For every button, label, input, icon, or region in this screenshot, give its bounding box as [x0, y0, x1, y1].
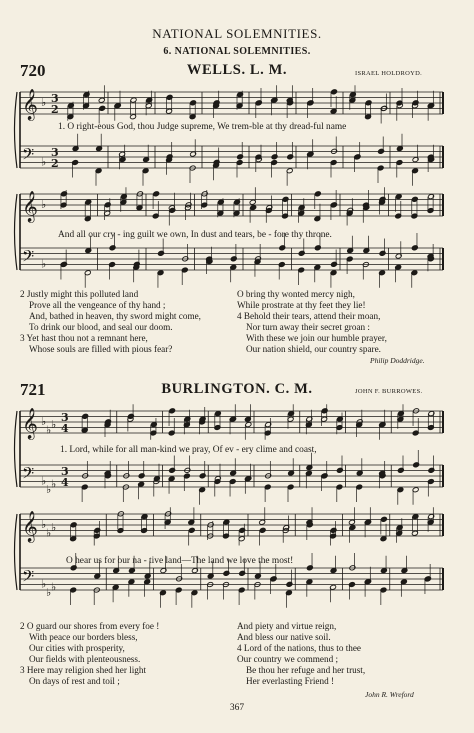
- svg-text:♭: ♭: [51, 520, 57, 534]
- lyrics-720-line-1: 1. O right-eous God, thou Judge supreme, We trem-ble at thy dread-ful name: [58, 122, 347, 132]
- svg-text:♭: ♭: [41, 577, 47, 591]
- svg-text:♭: ♭: [41, 257, 47, 271]
- svg-text:♭: ♭: [51, 417, 57, 431]
- tune-name-burlington: BURLINGTON. C. M.: [161, 381, 313, 397]
- lyrics-720-line-2: And all our cry - ing guilt we own, In dust and tears, be - fore thy throne.: [58, 230, 332, 240]
- svg-text:𝄞: 𝄞: [22, 89, 38, 120]
- svg-text:𝄢: 𝄢: [22, 464, 35, 487]
- music-staff-720-system-1: [0, 84, 474, 184]
- svg-text:♭: ♭: [41, 518, 47, 531]
- author-doddridge: Philip Doddridge.: [370, 356, 425, 365]
- svg-text:2: 2: [51, 157, 59, 170]
- verses-720-right: O bring thy wonted mercy nigh, While prostrate at thy feet they lie! 4 Behold their tears, attend their moan, Nor turn away their secret groan : With these we join our humble prayer, Our nation shield, our country spare.: [237, 289, 387, 355]
- svg-text:4: 4: [61, 476, 69, 489]
- hymn-number-720: 720: [20, 61, 46, 80]
- svg-text:3: 3: [61, 411, 69, 424]
- svg-text:♭: ♭: [46, 526, 52, 540]
- verses-721-left: 2 O guard our shores from every foe ! With peace our borders bless, Our cities with prosperity, Our fields with plenteousness. 3 Here may religion shed her light On days of rest and toil ;: [20, 621, 160, 687]
- svg-text:3: 3: [51, 92, 59, 105]
- svg-text:♭: ♭: [41, 415, 47, 428]
- composer-holdroyd: ISRAEL HOLDROYD.: [355, 70, 423, 77]
- svg-text:4: 4: [61, 422, 69, 435]
- lyrics-721-line-1: 1. Lord, while for all man-kind we pray, Of ev - ery clime and coast,: [60, 445, 317, 455]
- svg-text:𝄢: 𝄢: [22, 145, 35, 168]
- svg-text:𝄢: 𝄢: [22, 247, 35, 270]
- verses-720-left: 2 Justly might this polluted land Prove all the vengeance of thy hand ; And, bathed in heaven, thy sword might come, To drink our blood, and seal our doom. 3 Yet hast thou not a remnant here, Whose souls are filled with pious fear?: [20, 289, 201, 355]
- svg-text:𝄞: 𝄞: [22, 191, 38, 222]
- composer-burrowes: JOHN F. BURROWES.: [355, 388, 423, 395]
- author-wreford: John R. Wreford: [365, 690, 414, 699]
- svg-text:3: 3: [61, 465, 69, 478]
- svg-text:𝄞: 𝄞: [22, 408, 38, 439]
- svg-text:♭: ♭: [46, 423, 52, 437]
- svg-text:𝄢: 𝄢: [22, 567, 35, 590]
- svg-text:♭: ♭: [46, 585, 52, 599]
- svg-text:♭: ♭: [46, 482, 52, 496]
- svg-text:♭: ♭: [41, 155, 47, 169]
- verses-721-right: And piety and virtue reign, And bless our native soil. 4 Lord of the nations, thus to thee Our country we commend ; Be thou her refuge and her trust, Her everlasting Friend !: [237, 621, 366, 687]
- running-head: NATIONAL SOLEMNITIES.: [152, 26, 322, 41]
- svg-text:𝄞: 𝄞: [22, 511, 38, 542]
- tune-name-wells: WELLS. L. M.: [186, 62, 288, 78]
- svg-text:♭: ♭: [51, 580, 57, 594]
- page-number: 367: [229, 703, 245, 713]
- svg-text:3: 3: [51, 146, 59, 159]
- svg-text:♭: ♭: [41, 474, 47, 488]
- svg-text:2: 2: [51, 103, 59, 116]
- svg-text:♭: ♭: [51, 477, 57, 491]
- hymn-number-721: 721: [20, 380, 46, 399]
- svg-text:♭: ♭: [41, 198, 47, 211]
- lyrics-721-line-2: O hear us for our na - tive land—The land we love the most!: [66, 556, 294, 566]
- section-title: 6. NATIONAL SOLEMNITIES.: [163, 46, 311, 57]
- svg-text:♭: ♭: [41, 96, 47, 109]
